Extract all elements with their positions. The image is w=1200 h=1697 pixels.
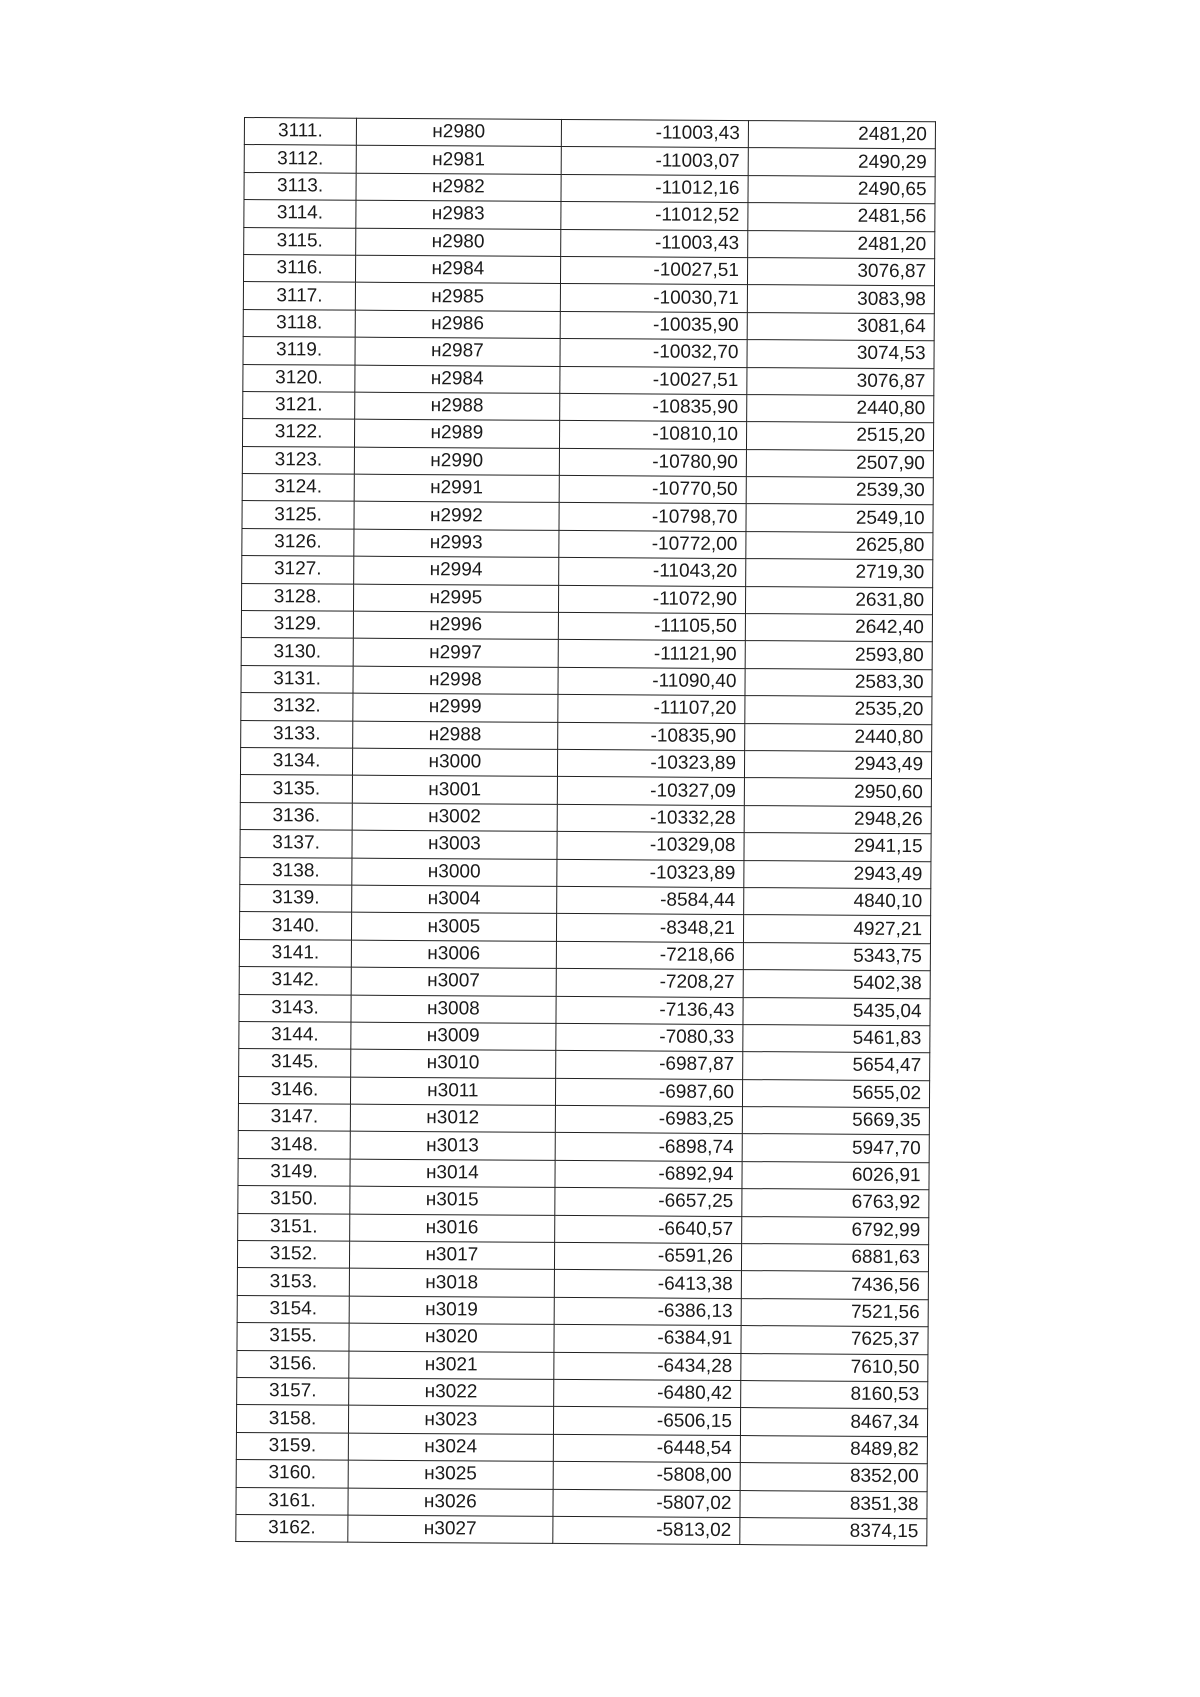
y-coordinate-cell: 2481,20 <box>748 121 935 150</box>
row-number-cell: 3139. <box>240 884 352 912</box>
x-coordinate-cell: -10030,71 <box>560 284 748 313</box>
row-number-cell: 3130. <box>241 638 353 666</box>
row-number-cell: 3149. <box>238 1158 350 1186</box>
y-coordinate-cell: 5947,70 <box>742 1134 929 1163</box>
point-name-cell: н2995 <box>354 584 559 613</box>
row-number-cell: 3150. <box>238 1186 350 1214</box>
y-coordinate-cell: 4927,21 <box>743 915 930 944</box>
table-row <box>238 1131 929 1163</box>
point-name-cell: н3018 <box>349 1269 554 1298</box>
point-name-cell: н3024 <box>348 1433 553 1462</box>
x-coordinate-cell: -6987,60 <box>555 1078 743 1107</box>
row-number-cell: 3151. <box>238 1213 350 1241</box>
row-number-cell: 3133. <box>241 720 353 748</box>
coordinates-table-body <box>236 118 936 1547</box>
y-coordinate-cell: 6881,63 <box>741 1244 928 1273</box>
point-name-cell: н3016 <box>350 1214 555 1243</box>
row-number-cell: 3117. <box>243 282 355 310</box>
row-number-cell: 3125. <box>242 501 354 529</box>
point-name-cell: н3000 <box>352 858 557 887</box>
row-number-cell: 3127. <box>242 556 354 584</box>
row-number-cell: 3129. <box>241 611 353 639</box>
x-coordinate-cell: -6434,28 <box>553 1352 741 1381</box>
table-row <box>240 747 931 779</box>
x-coordinate-cell: -10027,51 <box>559 366 747 395</box>
y-coordinate-cell: 5461,83 <box>743 1024 930 1053</box>
point-name-cell: н3027 <box>348 1515 553 1544</box>
y-coordinate-cell: 5654,47 <box>743 1052 930 1081</box>
row-number-cell: 3142. <box>239 967 351 995</box>
table-row <box>241 583 932 615</box>
x-coordinate-cell: -6413,38 <box>554 1270 742 1299</box>
x-coordinate-cell: -11090,40 <box>558 667 746 696</box>
table-row <box>244 200 935 232</box>
x-coordinate-cell: -10772,00 <box>558 530 746 559</box>
y-coordinate-cell: 2631,80 <box>745 586 932 615</box>
row-number-cell: 3147. <box>238 1104 350 1132</box>
table-row <box>242 528 933 560</box>
x-coordinate-cell: -5807,02 <box>552 1489 740 1518</box>
point-name-cell: н3011 <box>351 1077 556 1106</box>
y-coordinate-cell: 2943,49 <box>744 751 931 780</box>
row-number-cell: 3144. <box>239 1021 351 1049</box>
y-coordinate-cell: 8352,00 <box>740 1463 927 1492</box>
table-row <box>236 1487 927 1519</box>
table-row <box>243 254 934 286</box>
table-row <box>242 419 933 451</box>
x-coordinate-cell: -6640,57 <box>554 1215 742 1244</box>
table-row <box>237 1350 928 1382</box>
y-coordinate-cell: 3074,53 <box>747 340 934 369</box>
y-coordinate-cell: 3083,98 <box>747 285 934 314</box>
point-name-cell: н3026 <box>348 1488 553 1517</box>
row-number-cell: 3128. <box>241 583 353 611</box>
point-name-cell: н3022 <box>349 1378 554 1407</box>
row-number-cell: 3131. <box>241 665 353 693</box>
row-number-cell: 3136. <box>240 802 352 830</box>
y-coordinate-cell: 6792,99 <box>742 1216 929 1245</box>
point-name-cell: н3020 <box>349 1323 554 1352</box>
table-row <box>238 1076 929 1108</box>
table-row <box>237 1295 928 1327</box>
point-name-cell: н3002 <box>352 803 557 832</box>
table-row <box>242 446 933 478</box>
table-row <box>237 1268 928 1300</box>
x-coordinate-cell: -5813,02 <box>552 1516 740 1545</box>
table-row <box>244 145 935 177</box>
y-coordinate-cell: 8467,34 <box>740 1408 927 1437</box>
x-coordinate-cell: -10835,90 <box>559 393 747 422</box>
point-name-cell: н2986 <box>355 310 560 339</box>
x-coordinate-cell: -6384,91 <box>553 1325 741 1354</box>
row-number-cell: 3157. <box>237 1377 349 1405</box>
point-name-cell: н3019 <box>349 1296 554 1325</box>
point-name-cell: н2985 <box>355 283 560 312</box>
table-row <box>240 802 931 834</box>
row-number-cell: 3124. <box>242 474 354 502</box>
table-row <box>240 884 931 916</box>
y-coordinate-cell: 7521,56 <box>741 1298 928 1327</box>
x-coordinate-cell: -11003,43 <box>560 229 748 258</box>
y-coordinate-cell: 7610,50 <box>741 1353 928 1382</box>
y-coordinate-cell: 2948,26 <box>744 805 931 834</box>
row-number-cell: 3140. <box>239 912 351 940</box>
y-coordinate-cell: 5655,02 <box>742 1079 929 1108</box>
x-coordinate-cell: -10329,08 <box>557 832 745 861</box>
y-coordinate-cell: 2719,30 <box>746 559 933 588</box>
x-coordinate-cell: -11012,16 <box>561 174 749 203</box>
y-coordinate-cell: 2440,80 <box>745 723 932 752</box>
point-name-cell: н3008 <box>351 995 556 1024</box>
point-name-cell: н2988 <box>355 392 560 421</box>
x-coordinate-cell: -10835,90 <box>557 722 745 751</box>
row-number-cell: 3134. <box>240 747 352 775</box>
point-name-cell: н2998 <box>353 666 558 695</box>
x-coordinate-cell: -10332,28 <box>557 804 745 833</box>
y-coordinate-cell: 8351,38 <box>740 1490 927 1519</box>
table-row <box>236 1432 927 1464</box>
row-number-cell: 3138. <box>240 857 352 885</box>
table-row <box>240 857 931 889</box>
row-number-cell: 3119. <box>243 337 355 365</box>
point-name-cell: н3012 <box>350 1104 555 1133</box>
x-coordinate-cell: -11003,43 <box>561 119 749 148</box>
x-coordinate-cell: -11003,07 <box>561 147 749 176</box>
point-name-cell: н2984 <box>356 255 561 284</box>
x-coordinate-cell: -6987,87 <box>555 1051 743 1080</box>
point-name-cell: н2982 <box>356 173 561 202</box>
table-row <box>242 474 933 506</box>
table-row <box>243 364 934 396</box>
point-name-cell: н3005 <box>352 913 557 942</box>
row-number-cell: 3158. <box>236 1405 348 1433</box>
point-name-cell: н2990 <box>354 447 559 476</box>
x-coordinate-cell: -10327,09 <box>557 777 745 806</box>
row-number-cell: 3123. <box>242 446 354 474</box>
x-coordinate-cell: -10798,70 <box>559 503 747 532</box>
row-number-cell: 3132. <box>241 693 353 721</box>
row-number-cell: 3160. <box>236 1460 348 1488</box>
table-row <box>236 1514 927 1546</box>
point-name-cell: н2994 <box>354 556 559 585</box>
y-coordinate-cell: 8374,15 <box>740 1517 927 1546</box>
table-row <box>243 391 934 423</box>
row-number-cell: 3116. <box>243 254 355 282</box>
point-name-cell: н3023 <box>349 1406 554 1435</box>
y-coordinate-cell: 2549,10 <box>746 504 933 533</box>
row-number-cell: 3112. <box>244 145 356 173</box>
point-name-cell: н3010 <box>351 1049 556 1078</box>
x-coordinate-cell: -10032,70 <box>560 339 748 368</box>
y-coordinate-cell: 2583,30 <box>745 668 932 697</box>
row-number-cell: 3143. <box>239 994 351 1022</box>
table-row <box>236 1460 927 1492</box>
x-coordinate-cell: -10323,89 <box>557 749 745 778</box>
row-number-cell: 3113. <box>244 172 356 200</box>
y-coordinate-cell: 2515,20 <box>746 422 933 451</box>
table-row <box>239 939 930 971</box>
x-coordinate-cell: -8584,44 <box>556 886 744 915</box>
row-number-cell: 3126. <box>242 528 354 556</box>
point-name-cell: н2983 <box>356 200 561 229</box>
table-row <box>241 611 932 643</box>
y-coordinate-cell: 2943,49 <box>744 860 931 889</box>
point-name-cell: н2996 <box>353 611 558 640</box>
point-name-cell: н2988 <box>353 721 558 750</box>
y-coordinate-cell: 2593,80 <box>745 641 932 670</box>
row-number-cell: 3159. <box>236 1432 348 1460</box>
y-coordinate-cell: 2950,60 <box>744 778 931 807</box>
y-coordinate-cell: 3076,87 <box>747 258 934 287</box>
point-name-cell: н2993 <box>354 529 559 558</box>
table-row <box>240 830 931 862</box>
table-row <box>239 1021 930 1053</box>
row-number-cell: 3162. <box>236 1514 348 1542</box>
point-name-cell: н3025 <box>348 1460 553 1489</box>
point-name-cell: н3004 <box>352 885 557 914</box>
table-row <box>241 638 932 670</box>
y-coordinate-cell: 2625,80 <box>746 531 933 560</box>
y-coordinate-cell: 5343,75 <box>743 942 930 971</box>
row-number-cell: 3148. <box>238 1131 350 1159</box>
table-row <box>237 1323 928 1355</box>
table-row <box>244 118 935 150</box>
row-number-cell: 3120. <box>243 364 355 392</box>
x-coordinate-cell: -6983,25 <box>555 1105 743 1134</box>
table-row <box>242 556 933 588</box>
table-row <box>238 1158 929 1190</box>
row-number-cell: 3118. <box>243 309 355 337</box>
y-coordinate-cell: 4840,10 <box>744 888 931 917</box>
table-row <box>238 1213 929 1245</box>
table-row <box>239 967 930 999</box>
y-coordinate-cell: 8489,82 <box>740 1435 927 1464</box>
point-name-cell: н3021 <box>349 1351 554 1380</box>
y-coordinate-cell: 2535,20 <box>745 696 932 725</box>
y-coordinate-cell: 2642,40 <box>745 614 932 643</box>
x-coordinate-cell: -7218,66 <box>556 941 744 970</box>
point-name-cell: н2992 <box>354 502 559 531</box>
row-number-cell: 3111. <box>244 118 356 146</box>
x-coordinate-cell: -11107,20 <box>557 695 745 724</box>
point-name-cell: н2991 <box>354 474 559 503</box>
y-coordinate-cell: 7625,37 <box>741 1326 928 1355</box>
x-coordinate-cell: -6480,42 <box>553 1379 741 1408</box>
x-coordinate-cell: -10780,90 <box>559 448 747 477</box>
x-coordinate-cell: -11121,90 <box>558 640 746 669</box>
table-row <box>239 912 930 944</box>
point-name-cell: н2980 <box>356 228 561 257</box>
point-name-cell: н3013 <box>350 1132 555 1161</box>
coordinates-table <box>235 117 936 1547</box>
x-coordinate-cell: -7136,43 <box>556 996 744 1025</box>
y-coordinate-cell: 2440,80 <box>747 394 934 423</box>
y-coordinate-cell: 2490,29 <box>748 148 935 177</box>
point-name-cell: н3014 <box>350 1159 555 1188</box>
row-number-cell: 3152. <box>237 1240 349 1268</box>
y-coordinate-cell: 8160,53 <box>741 1381 928 1410</box>
table-row <box>239 994 930 1026</box>
row-number-cell: 3161. <box>236 1487 348 1515</box>
x-coordinate-cell: -6892,94 <box>554 1160 742 1189</box>
x-coordinate-cell: -7208,27 <box>556 969 744 998</box>
point-name-cell: н3007 <box>351 967 556 996</box>
table-row <box>244 227 935 259</box>
table-row <box>244 172 935 204</box>
x-coordinate-cell: -10770,50 <box>559 476 747 505</box>
point-name-cell: н2989 <box>355 419 560 448</box>
y-coordinate-cell: 2490,65 <box>748 175 935 204</box>
table-row <box>243 337 934 369</box>
row-number-cell: 3154. <box>237 1295 349 1323</box>
table-row <box>237 1377 928 1409</box>
point-name-cell: н2997 <box>353 639 558 668</box>
point-name-cell: н3003 <box>352 830 557 859</box>
x-coordinate-cell: -8348,21 <box>556 914 744 943</box>
x-coordinate-cell: -6448,54 <box>553 1434 741 1463</box>
x-coordinate-cell: -11043,20 <box>558 558 746 587</box>
row-number-cell: 3114. <box>244 200 356 228</box>
row-number-cell: 3122. <box>242 419 354 447</box>
x-coordinate-cell: -7080,33 <box>555 1023 743 1052</box>
table-row <box>243 282 934 314</box>
x-coordinate-cell: -6386,13 <box>554 1297 742 1326</box>
x-coordinate-cell: -6898,74 <box>555 1133 743 1162</box>
x-coordinate-cell: -6657,25 <box>554 1188 742 1217</box>
table-row <box>240 775 931 807</box>
y-coordinate-cell: 6763,92 <box>742 1189 929 1218</box>
table-row <box>237 1240 928 1272</box>
point-name-cell: н3001 <box>352 776 557 805</box>
y-coordinate-cell: 2941,15 <box>744 833 931 862</box>
point-name-cell: н2984 <box>355 365 560 394</box>
point-name-cell: н3006 <box>351 940 556 969</box>
table-row <box>241 665 932 697</box>
table-row <box>236 1405 927 1437</box>
x-coordinate-cell: -10035,90 <box>560 311 748 340</box>
table-row <box>241 693 932 725</box>
point-name-cell: н3015 <box>350 1186 555 1215</box>
table-row <box>241 720 932 752</box>
table-row <box>238 1186 929 1218</box>
x-coordinate-cell: -11012,52 <box>560 202 748 231</box>
row-number-cell: 3121. <box>243 391 355 419</box>
point-name-cell: н3017 <box>350 1241 555 1270</box>
x-coordinate-cell: -6591,26 <box>554 1242 742 1271</box>
y-coordinate-cell: 6026,91 <box>742 1161 929 1190</box>
y-coordinate-cell: 2481,20 <box>748 230 935 259</box>
y-coordinate-cell: 5669,35 <box>742 1107 929 1136</box>
x-coordinate-cell: -10323,89 <box>556 859 744 888</box>
y-coordinate-cell: 3081,64 <box>747 312 934 341</box>
table-row <box>243 309 934 341</box>
point-name-cell: н2981 <box>356 146 561 175</box>
x-coordinate-cell: -6506,15 <box>553 1407 741 1436</box>
point-name-cell: н2980 <box>356 118 561 147</box>
row-number-cell: 3145. <box>239 1049 351 1077</box>
y-coordinate-cell: 3076,87 <box>747 367 934 396</box>
point-name-cell: н3000 <box>353 748 558 777</box>
y-coordinate-cell: 7436,56 <box>741 1271 928 1300</box>
row-number-cell: 3115. <box>244 227 356 255</box>
x-coordinate-cell: -5808,00 <box>553 1462 741 1491</box>
row-number-cell: 3141. <box>239 939 351 967</box>
row-number-cell: 3137. <box>240 830 352 858</box>
x-coordinate-cell: -10810,10 <box>559 421 747 450</box>
point-name-cell: н2999 <box>353 693 558 722</box>
table-row <box>242 501 933 533</box>
y-coordinate-cell: 5402,38 <box>743 970 930 999</box>
point-name-cell: н2987 <box>355 337 560 366</box>
row-number-cell: 3155. <box>237 1323 349 1351</box>
y-coordinate-cell: 2507,90 <box>746 449 933 478</box>
y-coordinate-cell: 2539,30 <box>746 477 933 506</box>
x-coordinate-cell: -11105,50 <box>558 612 746 641</box>
row-number-cell: 3146. <box>238 1076 350 1104</box>
row-number-cell: 3156. <box>237 1350 349 1378</box>
table-row <box>238 1104 929 1136</box>
x-coordinate-cell: -11072,90 <box>558 585 746 614</box>
y-coordinate-cell: 2481,56 <box>748 203 935 232</box>
point-name-cell: н3009 <box>351 1022 556 1051</box>
y-coordinate-cell: 5435,04 <box>743 997 930 1026</box>
row-number-cell: 3135. <box>240 775 352 803</box>
x-coordinate-cell: -10027,51 <box>560 256 748 285</box>
table-row <box>239 1049 930 1081</box>
row-number-cell: 3153. <box>237 1268 349 1296</box>
